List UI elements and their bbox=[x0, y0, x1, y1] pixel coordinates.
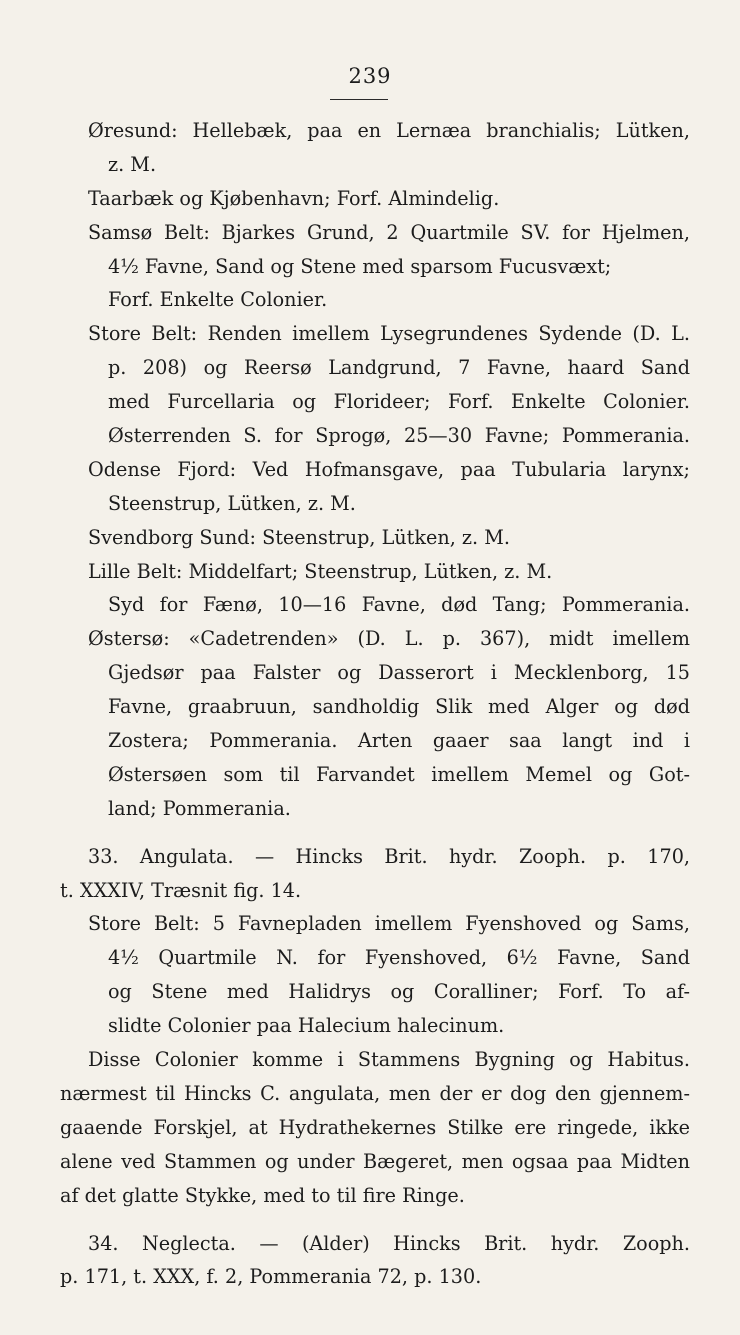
text-line: gaaende Forskjel, at Hydrathekernes Stilke ere ringede, ikke bbox=[60, 1115, 690, 1139]
text-line: 4½ Favne, Sand og Stene med sparsom Fucusvæxt; bbox=[108, 254, 612, 278]
text-line: Svendborg Sund: Steenstrup, Lütken, z. M. bbox=[88, 525, 510, 549]
text-line: p. 208) og Reersø Landgrund, 7 Favne, haard Sand bbox=[108, 356, 690, 380]
text-line: alene ved Stammen og under Bægeret, men ogsaa paa Midten bbox=[60, 1149, 690, 1173]
text-line: Disse Colonier komme i Stammens Bygning og Habitus. bbox=[88, 1048, 690, 1072]
text-line: og Stene med Halidrys og Coralliner; Forf. To af- bbox=[108, 980, 690, 1004]
text-line: p. 171, t. XXX, f. 2, Pommerania 72, p. 130. bbox=[60, 1265, 482, 1289]
body-text bbox=[60, 114, 690, 1294]
text-line: Favne, graabruun, sandholdig Slik med Alger og død bbox=[108, 695, 690, 719]
text-line: Forf. Enkelte Colonier. bbox=[108, 288, 328, 312]
text-line: 4½ Quartmile N. for Fyenshoved, 6½ Favne, Sand bbox=[108, 946, 690, 970]
text-line: Store Belt: 5 Favnepladen imellem Fyenshoved og Sams, bbox=[88, 912, 690, 936]
text-line: Lille Belt: Middelfart; Steenstrup, Lütken, z. M. bbox=[88, 559, 553, 583]
text-line: Steenstrup, Lütken, z. M. bbox=[108, 491, 356, 515]
text-line: t. XXXIV, Træsnit fig. 14. bbox=[60, 878, 302, 902]
text-line: slidte Colonier paa Halecium halecinum. bbox=[108, 1014, 505, 1038]
text-line: Øresund: Hellebæk, paa en Lernæa branchialis; Lütken, bbox=[88, 119, 690, 142]
text-line: Østersøen som til Farvandet imellem Memel og Got- bbox=[108, 762, 690, 786]
text-line: Odense Fjord: Ved Hofmansgave, paa Tubularia larynx; bbox=[88, 457, 690, 481]
text-line: 33. Angulata. — Hincks Brit. hydr. Zooph. p. 170, bbox=[88, 844, 690, 868]
page-number-rule bbox=[330, 99, 388, 100]
paragraph-gap bbox=[60, 826, 690, 840]
text-line: nærmest til Hincks C. angulata, men der er dog den gjennem- bbox=[60, 1081, 690, 1105]
text-line: 34. Neglecta. — (Alder) Hincks Brit. hydr. Zooph. bbox=[88, 1231, 690, 1255]
text-line: z. M. bbox=[108, 152, 157, 176]
text-line: Samsø Belt: Bjarkes Grund, 2 Quartmile SV. for Hjelmen, bbox=[88, 220, 690, 244]
text-line: Østerrenden S. for Sprogø, 25—30 Favne; Pommerania. bbox=[108, 424, 690, 448]
text-line: Østersø: «Cadetrenden» (D. L. p. 367), midt imellem bbox=[88, 627, 690, 651]
text-line: Taarbæk og Kjøbenhavn; Forf. Almindelig. bbox=[88, 186, 500, 210]
text-line: land; Pommerania. bbox=[108, 796, 291, 820]
paragraph-gap bbox=[60, 1213, 690, 1227]
text-line: med Furcellaria og Florideer; Forf. Enkelte Colonier. bbox=[108, 390, 690, 414]
text-line: Syd for Fænø, 10—16 Favne, død Tang; Pommerania. bbox=[108, 593, 690, 617]
text-line: Zostera; Pommerania. Arten gaaer saa langt ind i bbox=[108, 729, 690, 753]
text-line: af det glatte Stykke, med to til fire Ringe. bbox=[60, 1183, 465, 1207]
text-line: Gjedsør paa Falster og Dasserort i Mecklenborg, 15 bbox=[108, 661, 690, 685]
page-number: 239 bbox=[348, 64, 392, 88]
text-line: Store Belt: Renden imellem Lysegrundenes Sydende (D. L. bbox=[88, 322, 690, 346]
